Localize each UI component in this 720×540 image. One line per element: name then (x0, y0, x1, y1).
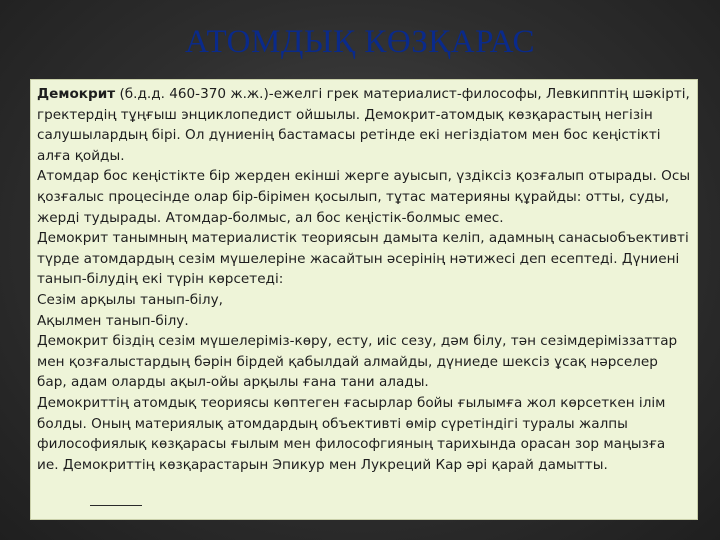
paragraph-legacy: Демокриттің атомдық теориясы көптеген ғасырлар бойы ғылымға жол көрсеткен ілім болды. Оның материялық атомдардың объективті өмір сүретіндігі туралы жалпы философиялық көзқарасы ғылым мен философгияның тарихында орасан зор маңызға ие. Демокриттің көзқарастарын Эпикур мен Лукреций Кар әрі қарай дамытты. (37, 394, 666, 473)
content-box (30, 79, 698, 520)
lead-term: Демокрит (37, 86, 116, 102)
slide-title: АТОМДЫҚ КӨЗҚАРАС (185, 24, 535, 60)
paragraph-atoms-motion: Атомдар бос кеңістікте бір жерден екінші жерге ауысып, үздіксіз қозғалып отырады. Осы қозғалыс процесінде олар бір-бірімен қосылып, тұтас материяны құрайды: отты, суды, жерді тудырады. Атомдар-болмыс, ал бос кеңістік-болмыс емес. (37, 168, 691, 226)
paragraph-intro (37, 84, 691, 166)
list-item-reason-knowledge: Ақылмен танып-білу. (37, 312, 189, 329)
intro-text: (б.д.д. 460-370 ж.ж.)-ежелгі грек материалист-философы, Левкипптің шәкірті, гректердің тұңғыш энциклопедист ойшылы. Демокрит-атомдық көзқарастың негізін салушылардың бірі. Ол дүниенің бастамасы ретінде екі негіздіатом мен бос кеңістікті алға қойды. (37, 86, 690, 164)
paragraph-senses: Демокрит біздің сезім мүшелеріміз-көру, есту, иіс сезу, дәм білу, тән сезімдеріміззаттар мен қозғалыстардың бәрін бірдей қабылдай алмайды, дүниеде шексіз ұсақ нәрселер бар, адам оларды ақыл-ойы арқылы ғана тани алады. (37, 333, 678, 391)
paragraph-theory-of-knowledge: Демокрит танымның материалистік теориясын дамыта келіп, адамның санасыобъективті түрде атомдардың сезім мүшелеріне жасайтын әсерінің нәтижесі деп есептеді. Дүниені танып-білудің екі түрін көрсетеді: (37, 230, 689, 288)
list-item-sense-knowledge: Сезім арқылы танып-білу, (37, 291, 223, 308)
footer-divider (90, 505, 142, 506)
